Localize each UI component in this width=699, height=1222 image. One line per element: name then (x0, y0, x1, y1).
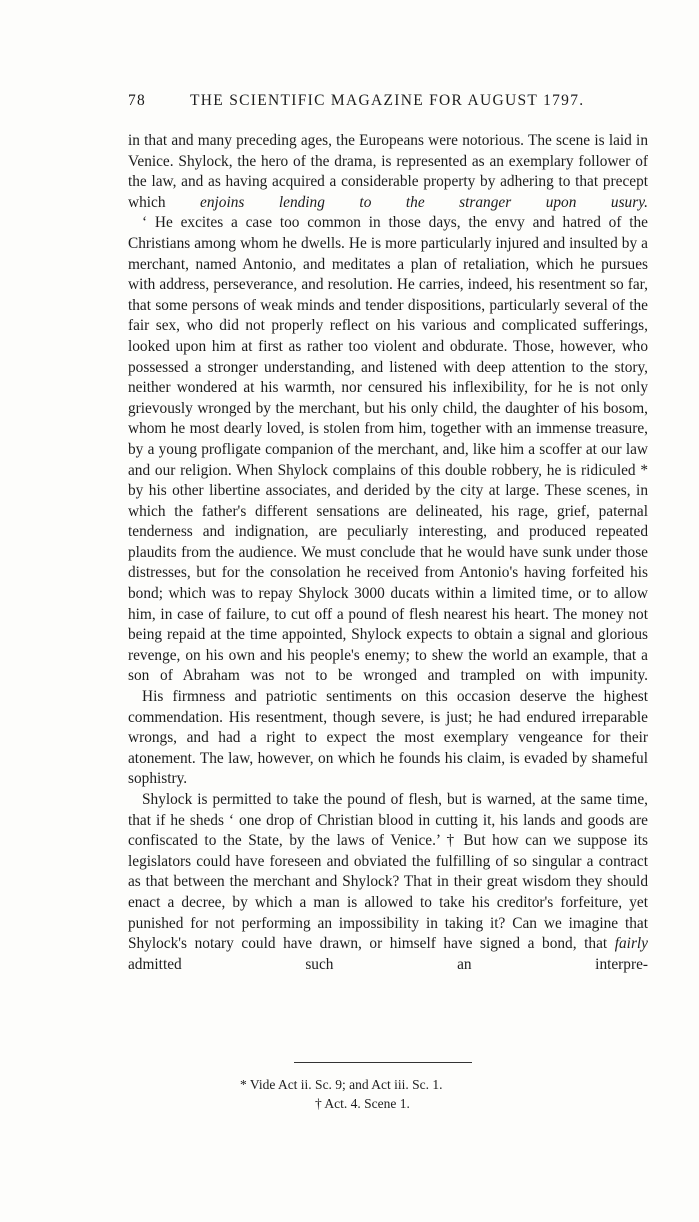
paragraph-2: ‘ He excites a case too common in those days, the envy and hatred of the Christians among whom he dwells. He is more particularly injured and insulted by a merchant, named Antonio, and meditates a plan of retaliation, which he pursues with address, perseverance, and resolution. He carries, indeed, his resentment so far, that some persons of weak minds and tender dispositions, particularly several of the fair sex, who did not properly reflect on his various and complicated sufferings, looked upon him at first as rather too violent and obdurate. Those, however, who possessed a stronger understanding, and listened with deep attention to the story, neither wondered at his warmth, nor censured his inflexibility, for he is not only grievously wronged by the merchant, but his only child, the daughter of his bosom, whom he most dearly loved, is stolen from him, together with an immense treasure, by a young profligate companion of the merchant, and, like him a scoffer at our law and our religion. When Shylock complains of this double robbery, he is ridiculed * by his other libertine associates, and derided by the city at large. These scenes, in which the father's different sensations are delineated, his rage, grief, paternal tenderness and indignation, are peculiarly interesting, and produced repeated plaudits from the audience. We must conclude that he would have sunk under those distresses, but for the consolation he received from Antonio's having forfeited his bond; which was to repay Shylock 3000 ducats within a limited time, or to allow him, in case of failure, to cut off a pound of flesh nearest his heart. The money not being repaid at the time appointed, Shylock expects to obtain a signal and glorious revenge, on his own and his people's enemy; to shew the world an example, that a son of Abraham was not to be wronged and trampled on with impunity. (128, 214, 648, 685)
paragraph-4-text-after: admitted such an interpre- (128, 955, 648, 973)
footnote-1: * Vide Act ii. Sc. 9; and Act iii. Sc. 1. (240, 1077, 443, 1092)
paragraph-3: His firmness and patriotic sentiments on this occasion deserve the highest commendation. His resentment, though severe, is just; he had endured irreparable wrongs, and had a right to expect the most exemplary vengeance for their atonement. The law, however, on which he founds his claim, is evaded by shameful sophistry. (128, 688, 648, 788)
paragraph-4-italic: fairly (614, 935, 648, 953)
running-head (128, 92, 648, 114)
footnote-divider (294, 1062, 472, 1063)
paragraph-4 (128, 790, 648, 975)
paragraph-1 (128, 131, 648, 213)
page-number: 78 (128, 92, 147, 109)
paragraph-4-text-before: Shylock is permitted to take the pound of flesh, but is warned, at the same time, that if he sheds ‘ one drop of Christian blood in cutting it, his lands and goods are confiscated to the State, by the laws of Venice.’ † But how can we suppose its legislators could have foreseen and obviated the fulfilling of so singular a contract as that between the merchant and Shylock? That in their great wisdom they should enact a decree, by which a man is allowed to take his creditor's forfeiture, yet punished for not performing an impossibility in taking it? Can we imagine that Shylock's notary could have drawn, or himself have signed a bond, that (128, 791, 648, 953)
paragraph-1-italic: enjoins lending to the stranger upon usury. (200, 193, 648, 211)
footnotes (240, 1075, 570, 1113)
article-body (128, 131, 648, 975)
running-title: THE SCIENTIFIC MAGAZINE FOR AUGUST 1797. (190, 92, 585, 109)
footnote-2: † Act. 4. Scene 1. (315, 1096, 410, 1111)
paragraph-1-text: in that and many preceding ages, the Europeans were notorious. The scene is laid in Venice. Shylock, the hero of the drama, is represented as an exemplary follower of the law, and as having acquired a considerable property by adhering to that precept which (128, 132, 648, 211)
